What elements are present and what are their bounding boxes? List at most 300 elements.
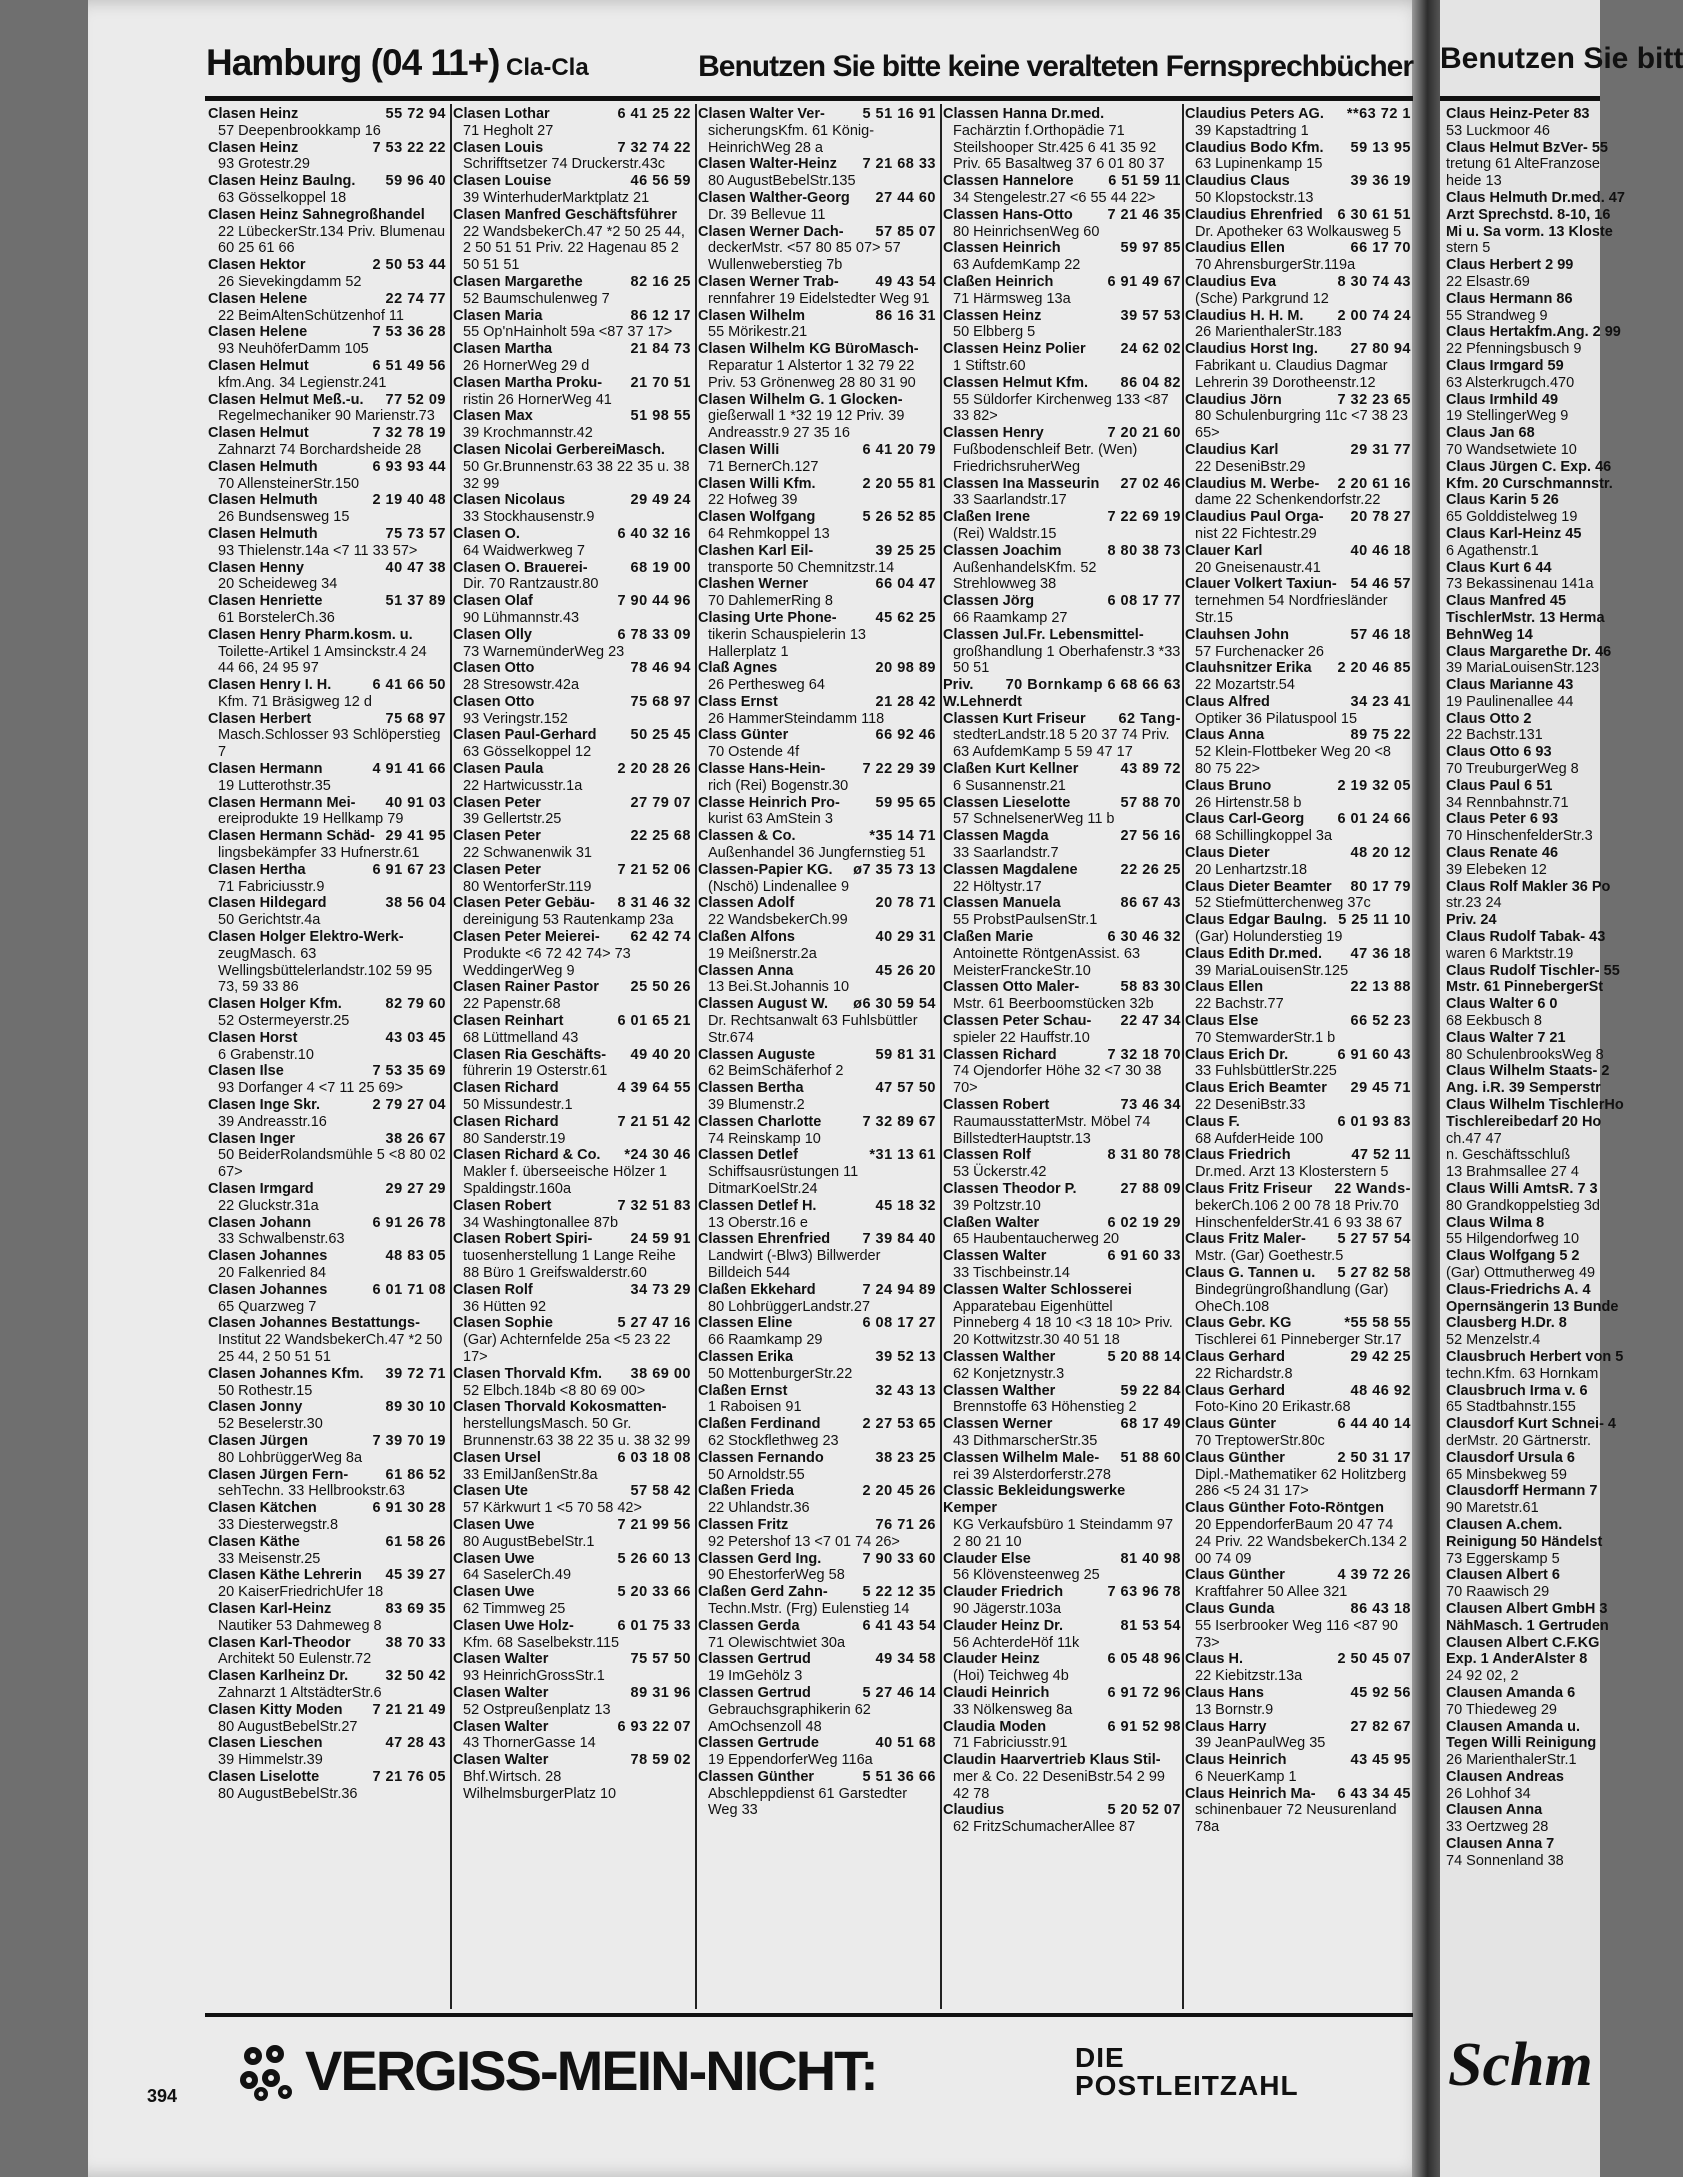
entry-phone-number: 2 50 45 07 [1337,1651,1411,1668]
entry-name: Classen Erika [698,1348,794,1365]
directory-entry [453,341,691,375]
directory-entry [453,660,691,694]
entry-address: 70 TreptowerStr.80c [1195,1432,1325,1449]
directory-entry [698,660,936,694]
adjacent-page-line: Claus Rolf Makler 36 Po [1446,878,1611,895]
entry-address: Kfm. 68 Saselbekstr.115 [463,1634,620,1651]
adjacent-page-line: 6 Agathenstr.1 [1446,542,1539,559]
entry-name: Claßen Gerd Zahn- [698,1584,828,1601]
entry-name: Classen Gertrude [698,1735,819,1752]
directory-entry [453,1618,691,1652]
directory-entry [208,1131,446,1181]
entry-address: 62 FritzSchumacherAllee 87 [953,1819,1136,1836]
directory-entry [1185,1567,1411,1601]
entry-address: schinenbauer 72 Neusurenland 78a [1195,1802,1397,1836]
directory-entry [208,1030,446,1064]
entry-name: Clasen Olaf [453,593,533,610]
entry-name: Clauer Karl [1185,542,1263,559]
directory-entry [1185,912,1411,946]
entry-name: Clasen Martha [453,341,553,358]
entry-name: Classen Auguste [698,1046,816,1063]
entry-phone-number: 5 27 57 54 [1337,1231,1411,1248]
adjacent-page-line: Claus Heinz-Peter 83 [1446,106,1590,122]
directory-entry [453,173,691,207]
entry-address: Foto-Kino 20 Erikastr.68 [1195,1399,1351,1416]
entry-name: Claus Erich Dr. [1185,1046,1289,1063]
entry-phone-number: 6 30 46 32 [1107,929,1181,946]
directory-entry [208,862,446,896]
entry-name: Claßen Irene [943,509,1031,526]
directory-entry [453,627,691,661]
entry-name: Claus Günther [1185,1449,1285,1466]
directory-entry [453,895,691,929]
entry-phone-number: 29 49 24 [630,492,691,509]
column-divider [695,104,697,2009]
adjacent-page-line: 33 Oertzweg 28 [1446,1819,1549,1836]
entry-name: Claus Alfred [1185,693,1270,710]
column-divider [940,104,942,2009]
entry-name: Claus Gebr. KG [1185,1315,1292,1332]
directory-entry [698,1282,936,1316]
entry-address: 71 Hegholt 27 [463,122,554,139]
entry-phone-number: 38 69 00 [630,1365,691,1382]
adjacent-page-line: 22 Pfenningsbusch 9 [1446,341,1582,358]
directory-entry [1185,1231,1411,1265]
entry-name: Classen Peter Schau- [943,1013,1092,1030]
directory-entry [943,106,1181,173]
adjacent-page-line: Reinigung 50 Händelst [1446,1533,1603,1550]
adjacent-page-line: Claus Karl-Heinz 45 [1446,525,1582,542]
directory-entry [1185,1013,1411,1047]
entry-address: Dr. 39 Bellevue 11 [708,206,826,223]
entry-phone-number: 82 79 60 [385,996,446,1013]
entry-address: mer & Co. 22 DeseniBstr.54 2 99 42 78 [953,1768,1165,1802]
entry-address: 62 Timmweg 25 [463,1600,566,1617]
adjacent-page-line: techn.Kfm. 63 Hornkam [1446,1365,1599,1382]
directory-entry [1185,1383,1411,1417]
entry-address: 33 Tischbeinstr.14 [953,1264,1070,1281]
entry-name: Clasen Holger Elektro-Werk- [208,929,404,946]
adjacent-page-line: 26 Lohhof 34 [1446,1785,1531,1802]
entry-address: zeugMasch. 63 Wellingsbüttelerlandstr.102 59 95 73, 59 33 86 [218,945,433,996]
entry-address: Fachärztin f.Orthopädie 71 Steilshooper Str.425 6 41 35 92 Priv. 65 Basaltweg 37 6 01 80 37 [953,122,1165,173]
entry-address: 68 Schillingkoppel 3a [1195,828,1333,845]
entry-name: Clasen Willi [698,441,780,458]
entry-name: Class Ernst [698,693,778,710]
directory-entry [698,1047,936,1081]
entry-name: Clasen Peter Gebäu- [453,895,595,912]
entry-name: Classen Adolf [698,895,795,912]
adjacent-page-line: Tischlereibedarf 20 Ho [1446,1113,1602,1130]
directory-entry [453,1685,691,1719]
entry-name: Clasen Otto [453,693,535,710]
entry-name: Classen Günther [698,1768,815,1785]
directory-entry [698,442,936,476]
entry-name: Clasen Helmuth [208,458,318,475]
entry-name: Classic Bekleidungswerke Kemper [943,1483,1126,1517]
entry-phone-number: 81 53 54 [1120,1617,1181,1634]
adjacent-page-line: tretung 61 AlteFranzose [1446,156,1600,173]
directory-entry [943,1802,1181,1836]
entry-address: 74 Ojendorfer Höhe 32 <7 30 38 70> [953,1063,1162,1097]
entry-phone-number: 39 25 25 [875,542,936,559]
entry-address: 39 Gellertstr.25 [463,811,562,828]
directory-entry [208,1215,446,1249]
entry-address: bekerCh.106 2 00 78 18 Priv.70 HinschenfelderStr.41 6 93 38 67 [1195,1197,1403,1231]
entry-name: Classen Otto Maler- [943,979,1080,996]
entry-phone-number: 6 41 43 54 [862,1617,936,1634]
directory-entry [1185,392,1411,442]
entry-name: Claudius M. Werbe- [1185,475,1320,492]
entry-phone-number: 68 19 00 [630,559,691,576]
entry-name: Claßen Walter [943,1214,1040,1231]
entry-phone-number: 48 83 05 [385,1248,446,1265]
entry-name: Claudius H. H. M. [1185,307,1304,324]
entry-phone-number: 20 98 89 [875,660,936,677]
entry-address: 64 SaselerCh.49 [463,1567,572,1584]
entry-phone-number: 2 50 53 44 [372,257,446,274]
adjacent-page-line: Clausen Albert GmbH 3 [1446,1600,1608,1617]
directory-entry [943,895,1181,929]
entry-phone-number: 40 46 18 [1350,542,1411,559]
directory-entry [453,560,691,594]
directory-entry [1185,845,1411,879]
adjacent-page-line: 80 Grandkoppelstieg 3d [1446,1197,1600,1214]
entry-phone-number: 47 52 11 [1351,1147,1411,1164]
entry-name: Claudius Karl [1185,441,1279,458]
directory-entry [1185,660,1411,694]
directory-entry [453,1282,691,1316]
entry-name: Clasen Manfred Geschäftsführer [453,206,678,223]
directory-entry [1185,1080,1411,1114]
entry-name: Clasen Wilhelm G. 1 Glocken- [698,391,903,408]
entry-phone-number: 2 19 40 48 [372,492,446,509]
entry-phone-number: 2 19 32 05 [1337,777,1411,794]
directory-entry [1185,173,1411,207]
entry-phone-number: 43 89 72 [1120,761,1181,778]
entry-name: Clasen Nicolaus [453,492,566,509]
directory-entry [453,593,691,627]
entry-phone-number: 7 90 33 60 [862,1550,936,1567]
entry-phone-number: 27 02 46 [1120,475,1181,492]
entry-phone-number: 6 01 93 83 [1337,1113,1411,1130]
entry-address: 34 Washingtonallee 87b [463,1214,619,1231]
entry-phone-number: 6 30 61 51 [1337,206,1411,223]
adjacent-page-line: Ang. i.R. 39 Semperstr [1446,1080,1601,1097]
entry-address: 50 BeiderRolandsmühle 5 <8 80 02 67> [218,1147,446,1181]
entry-address: 39 WinterhuderMarktplatz 21 [463,189,650,206]
entry-phone-number: **63 72 1 [1346,106,1411,122]
directory-entry [208,324,446,358]
entry-phone-number: 7 39 70 19 [372,1432,446,1449]
directory-entry [208,895,446,929]
directory-entry [698,190,936,224]
directory-entry [208,711,446,761]
entry-name: Clasen Peter [453,861,541,878]
entry-phone-number: 6 08 17 77 [1107,593,1181,610]
entry-phone-number: 7 21 52 06 [617,861,691,878]
entry-name: Clauder Heinz Dr. [943,1617,1064,1634]
adjacent-page-line: Claus Wilma 8 [1446,1214,1545,1231]
directory-entry [208,1467,446,1501]
entry-address: Schrifftsetzer 74 Druckerstr.43c [463,156,666,173]
directory-entry [943,677,1181,711]
entry-address: 70 Ostende 4f [708,744,800,761]
entry-name: Clasen Louise [453,173,552,190]
entry-name: Clasen Walter Ver- [698,106,825,122]
directory-entry [453,795,691,829]
entry-phone-number: 2 20 61 16 [1337,475,1411,492]
directory-entry [208,207,446,257]
entry-address: 33 Diesterwegstr.8 [218,1516,339,1533]
entry-name: Claudin Haarvertrieb Klaus Stil- [943,1752,1161,1769]
entry-phone-number: 6 40 32 16 [617,525,691,542]
entry-phone-number: ø6 30 59 54 [853,996,936,1013]
entry-address: Fabrikant u. Claudius Dagmar Lehrerin 39 Dorotheenstr.12 [1195,357,1388,391]
entry-phone-number: 6 91 26 78 [372,1214,446,1231]
directory-entry [698,862,936,896]
entry-name: Claus Hans [1185,1684,1264,1701]
directory-entry [453,526,691,560]
entry-address: Optiker 36 Pilatuspool 15 [1195,710,1358,727]
entry-phone-number: 7 21 68 33 [862,156,936,173]
entry-address: 19 ImGehölz 3 [708,1668,803,1685]
entry-address: transporte 50 Chemnitzstr.14 [708,559,895,576]
adjacent-page [1440,0,1683,2177]
directory-entry [943,509,1181,543]
entry-address: Regelmechaniker 90 Marienstr.73 [218,408,435,425]
adjacent-page-line: Claus Paul 6 51 [1446,777,1553,794]
adjacent-page-line: ch.47 47 [1446,1130,1502,1147]
adjacent-page-line: str.23 24 [1446,895,1502,912]
directory-entry [943,711,1181,761]
entry-name: Classen Heinrich [943,240,1061,257]
entry-address: 70 AllensteinerStr.150 [218,475,360,492]
entry-name: Classen Kurt Friseur [943,710,1086,727]
entry-name: Clasen Wilhelm KG BüroMasch- [698,341,919,358]
entry-phone-number: 6 91 52 98 [1107,1718,1181,1735]
entry-phone-number: 6 93 22 07 [617,1718,691,1735]
adjacent-page-line: Clausen Andreas [1446,1768,1564,1785]
adjacent-page-line: Claus Otto 2 [1446,710,1532,727]
entry-address: 63 Gösselkoppel 18 [218,189,347,206]
directory-entry [698,694,936,728]
entry-name: Claßen Marie [943,929,1034,946]
entry-name: Clasen Uwe Holz- [453,1617,574,1634]
entry-address: 93 HeinrichGrossStr.1 [463,1668,605,1685]
directory-entry [208,1601,446,1635]
adjacent-page-line: Exp. 1 AnderAlster 8 [1446,1651,1588,1668]
entry-name: Claudius Bodo Kfm. [1185,139,1324,156]
entry-name: Claudius Jörn [1185,391,1282,408]
entry-address: Landwirt (-Blw3) Billwerder Billdeich 544 [708,1248,881,1281]
entry-name: Clasen Paul-Gerhard [453,727,597,744]
directory-entry [1185,341,1411,391]
entry-address: Makler f. überseeische Hölzer 1 Spaldingstr.160a [463,1164,667,1197]
entry-phone-number: 22 Wands- [1334,1181,1411,1197]
entry-address: 50 Klopstockstr.13 [1195,189,1314,206]
entry-address: 71 Fabriciusstr.91 [953,1735,1068,1752]
directory-entry [453,1315,691,1365]
entry-name: Clasen Helene [208,290,308,307]
directory-entry [1185,1315,1411,1349]
entry-address: Apparatebau Eigenhüttel Pinneberg 4 18 10 <3 18 10> Priv. 20 Kottwitzstr.30 40 51 18 [953,1298,1173,1349]
entry-phone-number: 7 21 46 35 [1107,206,1181,223]
directory-entry [698,106,936,156]
entry-phone-number: 5 27 82 58 [1337,1264,1411,1281]
entry-address: 19 Meißnerstr.2a [708,945,817,962]
listing-column-2 [453,106,691,2006]
adjacent-page-line: NähMasch. 1 Gertruden [1446,1617,1609,1634]
entry-phone-number: 47 28 43 [385,1735,446,1752]
entry-name: Classen-Papier KG. [698,861,833,878]
entry-address: 65 Haubentaucherweg 20 [953,1231,1120,1248]
directory-entry [453,1147,691,1197]
entry-name: Clasing Urte Phone- [698,609,837,626]
directory-entry [1185,442,1411,476]
entry-phone-number: 49 40 20 [630,1046,691,1063]
directory-entry [943,1685,1181,1719]
entry-phone-number: 57 46 18 [1350,626,1411,643]
entry-phone-number: 5 20 52 07 [1107,1802,1181,1819]
entry-address: Institut 22 WandsbekerCh.47 *2 50 25 44, 2 50 51 51 [218,1332,443,1365]
entry-phone-number: 7 22 29 39 [862,761,936,778]
entry-address: 80 AugustBebelStr.27 [218,1718,358,1735]
adjacent-page-line: 65 Golddistelweg 19 [1446,509,1578,526]
entry-name: Clasen Peter Meierei- [453,929,600,946]
entry-phone-number: 4 39 64 55 [617,1080,691,1097]
entry-phone-number: 6 03 18 08 [617,1449,691,1466]
adjacent-page-line: 74 Sonnenland 38 [1446,1852,1564,1869]
entry-address: 50 Gerichtstr.4a [218,912,321,929]
entry-phone-number: 5 22 12 35 [862,1584,936,1601]
entry-phone-number: 57 85 07 [875,223,936,240]
entry-name: Clasen Liselotte [208,1768,320,1785]
directory-entry [208,1702,446,1736]
directory-entry [453,408,691,442]
entry-phone-number: 6 51 49 56 [372,357,446,374]
entry-name: Classen & Co. [698,828,796,845]
entry-name: Classen Ina Masseurin [943,475,1100,492]
directory-entry [698,1198,936,1232]
directory-entry [1185,1181,1411,1231]
adjacent-page-line: Clausdorff Hermann 7 [1446,1483,1598,1500]
entry-address: 34 Stengelestr.27 <6 55 44 22> [953,189,1156,206]
entry-name: Clasen Helmuth [208,525,318,542]
footer-slogan: VERGISS-MEIN-NICHT: [305,2039,877,2102]
entry-address: 52 Ostermeyerstr.25 [218,1013,350,1030]
entry-address: 64 Rehmkoppel 13 [708,525,830,542]
directory-entry [453,106,691,140]
directory-entry [1185,207,1411,241]
entry-address: 62 Stockflethweg 23 [708,1432,839,1449]
directory-entry [943,1584,1181,1618]
directory-entry [698,543,936,577]
entry-address: 6 Susannenstr.21 [953,777,1066,794]
entry-phone-number: 86 67 43 [1120,895,1181,912]
entry-name: Claudius Ehrenfried [1185,206,1323,223]
entry-phone-number: 29 41 95 [385,828,446,845]
entry-phone-number: 6 41 66 50 [372,677,446,694]
entry-address: 70 AhrensburgerStr.119a [1195,257,1356,274]
directory-entry [1185,1047,1411,1081]
directory-entry [698,1231,936,1281]
entry-address: (Rei) Waldstr.15 [953,525,1057,542]
entry-name: Clasen Nicolai GerbereiMasch. [453,441,665,458]
directory-entry [943,1181,1181,1215]
directory-entry [1185,1265,1411,1315]
directory-entry [1185,1114,1411,1148]
entry-phone-number: 32 50 42 [385,1668,446,1685]
directory-entry [943,929,1181,979]
directory-entry [208,173,446,207]
entry-address: KG Verkaufsbüro 1 Steindamm 97 2 80 21 10 [953,1516,1174,1550]
page-number: 394 [147,2086,178,2106]
entry-name: Classen Magda [943,828,1049,845]
entry-phone-number: 51 88 60 [1120,1449,1181,1466]
entry-phone-number: 49 43 54 [875,273,936,290]
entry-phone-number: 6 91 60 43 [1337,1046,1411,1063]
listing-column-1 [208,106,446,2006]
directory-entry [698,1416,936,1450]
entry-address: Dir. 70 Rantzaustr.80 [463,576,599,593]
entry-name: Clasen Johann [208,1214,312,1231]
directory-entry [453,1719,691,1753]
directory-entry [208,1500,446,1534]
entry-phone-number: 59 97 85 [1120,240,1181,257]
entry-phone-number: 89 30 10 [385,1399,446,1416]
entry-phone-number: 24 59 91 [630,1231,691,1248]
entry-name: Classen Charlotte [698,1113,822,1130]
directory-entry [208,291,446,325]
entry-phone-number: 7 63 96 78 [1107,1584,1181,1601]
directory-entry [208,1181,446,1215]
entry-name: Clasen Werner Trab- [698,273,839,290]
entry-address: 33 EmilJanßenStr.8a [463,1466,598,1483]
entry-phone-number: 66 92 46 [875,727,936,744]
adjacent-page-line: 55 Strandweg 9 [1446,307,1548,324]
directory-entry [698,1450,936,1484]
entry-address: 39 Andreasstr.16 [218,1113,327,1130]
entry-address: 50 MottenburgerStr.22 [708,1365,853,1382]
entry-address: 22 Richardstr.8 [1195,1365,1293,1382]
entry-name: Clauder Friedrich [943,1584,1064,1601]
entry-address: 80 LohbrüggerWeg 8a [218,1449,363,1466]
directory-entry [698,761,936,795]
directory-entry [1185,627,1411,661]
entry-name: Clasen Ursel [453,1449,541,1466]
entry-name: Classen Theodor P. [943,1181,1077,1197]
directory-entry [208,1769,446,1803]
entry-address: lingsbekämpfer 33 Hufnerstr.61 [218,845,420,862]
entry-address: 55 Op'nHainholt 59a <87 37 17> [463,324,673,341]
entry-address: 43 DithmarscherStr.35 [953,1432,1098,1449]
entry-phone-number: 76 71 26 [875,1516,936,1533]
entry-name: Clasen Uwe [453,1584,535,1601]
entry-name: Clasen Henry Pharm.kosm. u. [208,626,413,643]
adjacent-page-line: Claus Rudolf Tischler- 55 [1446,962,1620,979]
adjacent-page-line: Clausdorf Ursula 6 [1446,1449,1575,1466]
entry-name: Classen Detlef H. [698,1197,817,1214]
entry-phone-number: 59 22 84 [1120,1382,1181,1399]
entry-name: Clasen Robert [453,1197,552,1214]
directory-entry [943,1013,1181,1047]
directory-entry [943,274,1181,308]
entry-name: Classen Eline [698,1315,793,1332]
entry-phone-number: 40 47 38 [385,559,446,576]
entry-phone-number: 48 46 92 [1350,1382,1411,1399]
entry-name: Clasen Wilhelm [698,307,806,324]
